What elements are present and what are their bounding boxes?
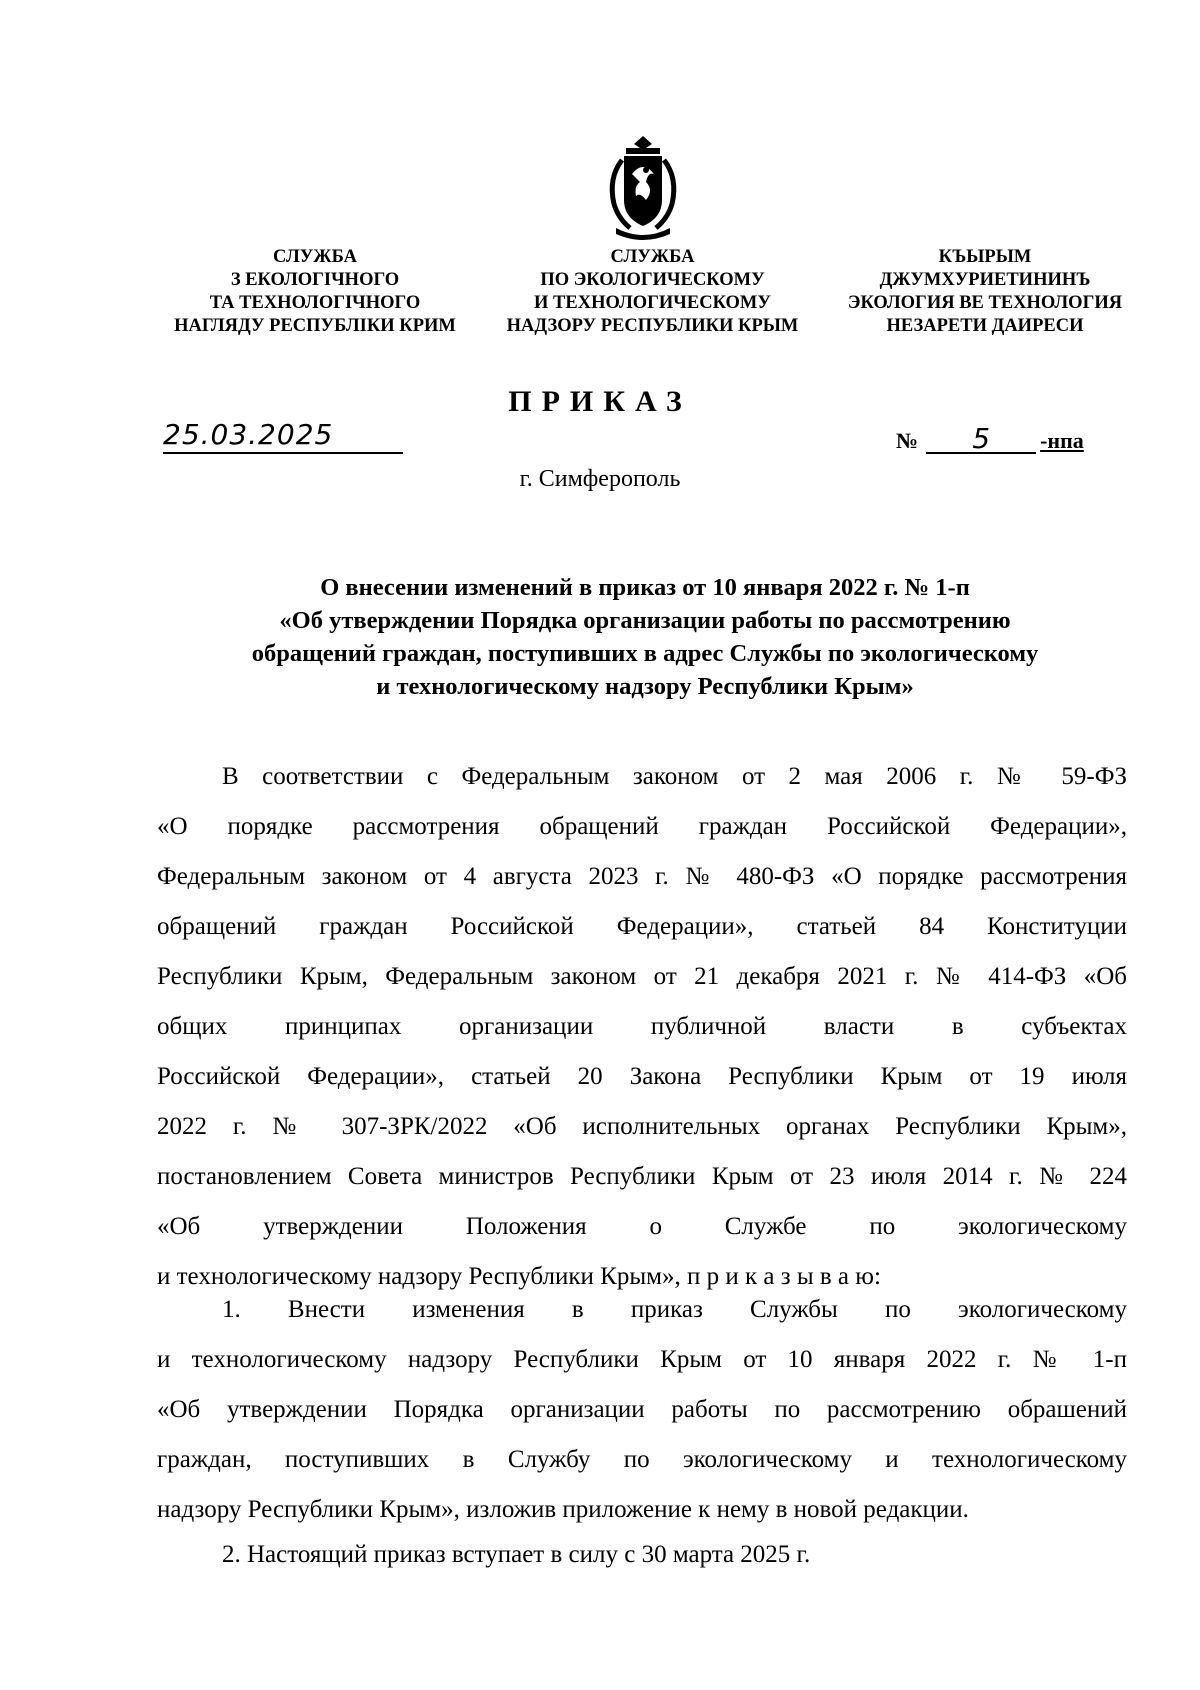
item-line: «Об утверждении Порядка организации работы по рассмотрению обрашений bbox=[157, 1396, 1127, 1423]
document-type: ПРИКАЗ bbox=[508, 385, 692, 418]
body-line: В соответствии с Федеральным законом от 2 мая 2006 г. № 59-ФЗ bbox=[222, 763, 1127, 790]
number-suffix: -нпа bbox=[1040, 428, 1084, 453]
header-crimean-tatar bbox=[820, 246, 1150, 338]
order-item-2 bbox=[157, 1530, 1127, 1580]
header-line: ЭКОЛОГИЯ ВЕ ТЕХНОЛОГИЯ bbox=[847, 293, 1123, 313]
order-item-1 bbox=[157, 1285, 1127, 1535]
body-line: 2022 г. № 307-ЗРК/2022 «Об исполнительных органах Республики Крым», bbox=[157, 1113, 1127, 1140]
header-russian bbox=[485, 246, 820, 338]
body-line: обращений граждан Российской Федерации», статьей 84 Конституции bbox=[157, 913, 1127, 940]
body-line: и технологическому надзору Республики Крым», п р и к а з ы в а ю: bbox=[157, 1263, 881, 1290]
header-line: КЪЫРЫМ bbox=[938, 247, 1032, 267]
body-line: Федеральным законом от 4 августа 2023 г. № 480-ФЗ «О порядке рассмотрения bbox=[157, 863, 1127, 890]
header-line: НЕЗАРЕТИ ДАИРЕСИ bbox=[886, 316, 1084, 336]
header-ukrainian bbox=[150, 246, 480, 338]
number-prefix: № bbox=[896, 428, 919, 453]
header-line: З ЕКОЛОГІЧНОГО bbox=[230, 270, 400, 290]
body-line: общих принципах организации публичной власти в субъектах bbox=[157, 1013, 1127, 1040]
body-line: «Об утверждении Положения о Службе по экологическому bbox=[157, 1213, 1127, 1240]
header-line: НАДЗОРУ РЕСПУБЛИКИ КРЫМ bbox=[506, 316, 799, 336]
header-line: ДЖУМХУРИЕТИНИНЪ bbox=[879, 270, 1091, 290]
crimea-coat-of-arms-icon bbox=[596, 134, 690, 242]
header-line: ПО ЭКОЛОГИЧЕСКОМУ bbox=[540, 270, 765, 290]
body-line: постановлением Совета министров Республики Крым от 23 июля 2014 г. № 224 bbox=[157, 1163, 1127, 1190]
header-line: СЛУЖБА bbox=[273, 247, 357, 267]
title-line: «Об утверждении Порядка организации работы по рассмотрению bbox=[279, 607, 1011, 634]
item-line: граждан, поступивших в Службу по экологическому и технологическому bbox=[157, 1446, 1127, 1473]
header-line: И ТЕХНОЛОГИЧЕСКОМУ bbox=[534, 293, 771, 313]
item-line: 2. Настоящий приказ вступает в силу с 30 марта 2025 г. bbox=[222, 1541, 811, 1568]
city: г. Симферополь bbox=[519, 466, 681, 492]
header-line: СЛУЖБА bbox=[610, 247, 695, 267]
number-value: 5 bbox=[926, 426, 1036, 454]
body-line: «О порядке рассмотрения обращений граждан Российской Федерации», bbox=[157, 813, 1127, 840]
item-line: 1. Внести изменения в приказ Службы по экологическому bbox=[222, 1296, 1127, 1323]
handwritten-date: 25.03.2025 bbox=[163, 418, 403, 454]
header-line: ТА ТЕХНОЛОГІЧНОГО bbox=[209, 293, 421, 313]
item-line: надзору Республики Крым», изложив приложение к нему в новой редакции. bbox=[157, 1496, 969, 1523]
preamble-paragraph bbox=[157, 752, 1127, 1302]
header-line: НАГЛЯДУ РЕСПУБЛІКИ КРИМ bbox=[174, 316, 456, 336]
title-line: обращений граждан, поступивших в адрес Службы по экологическому bbox=[251, 640, 1039, 667]
body-line: Республики Крым, Федеральным законом от 21 декабря 2021 г. № 414-ФЗ «Об bbox=[157, 963, 1127, 990]
document-title bbox=[150, 571, 1140, 703]
document-number bbox=[896, 422, 1084, 455]
title-line: и технологическому надзору Республики Крым» bbox=[376, 673, 914, 700]
title-line: О внесении изменений в приказ от 10 января 2022 г. № 1-п bbox=[320, 574, 970, 601]
body-line: Российской Федерации», статьей 20 Закона Республики Крым от 19 июля bbox=[157, 1063, 1127, 1090]
item-line: и технологическому надзору Республики Крым от 10 января 2022 г. № 1-п bbox=[157, 1346, 1127, 1373]
